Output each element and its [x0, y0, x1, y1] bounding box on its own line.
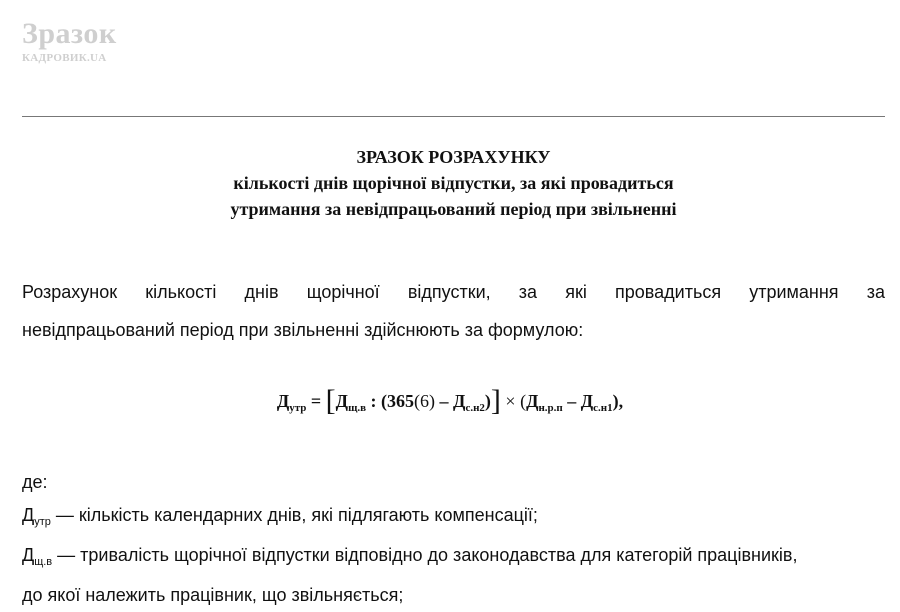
def1-sub: утр [34, 516, 51, 528]
formula-six: (6) [414, 391, 436, 411]
formula-term3: Д [526, 391, 539, 411]
watermark-title: Зразок [22, 17, 117, 50]
formula [0, 384, 900, 418]
formula-bracket-open: [ [325, 384, 336, 417]
intro-line-2: невідпрацьований період при звільненні здійснюють за формулою: [22, 320, 584, 340]
formula-close-paren: ) [484, 391, 491, 411]
formula-term2-sub: с.н2 [465, 402, 485, 414]
def2-sub: щ.в [34, 556, 53, 568]
title-line-3: утримання за невідпрацьований період при звільненні [230, 199, 677, 219]
formula-lhs-sub: утр [289, 402, 307, 414]
watermark-logo [22, 18, 117, 64]
definition-2 [22, 539, 892, 579]
where-label: де: [22, 472, 48, 492]
watermark-subtitle: КАДРОВИК.UA [22, 52, 107, 64]
formula-term4-sub: с.н1 [593, 402, 613, 414]
formula-term1-sub: щ.в [348, 402, 367, 414]
formula-minus2: – Д [562, 391, 594, 411]
def2-symbol: Д [22, 545, 35, 565]
def1-symbol: Д [22, 505, 35, 525]
def2-text: — тривалість щорічної відпустки відповідно до законодавства для категорій працівників, [52, 545, 798, 565]
formula-minus1: – Д [435, 391, 466, 411]
formula-bracket-close: ] [490, 384, 501, 417]
formula-end: ), [612, 391, 624, 411]
intro-line-1: Розрахунок кількості днів щорічної відпустки, за які провадиться утримання за [22, 282, 885, 302]
formula-term1: Д [335, 391, 349, 411]
def1-text: — кількість календарних днів, які підлягають компенсації; [50, 505, 538, 525]
document-title [22, 144, 885, 222]
formula-lhs: Д [276, 391, 290, 411]
definition-1 [22, 499, 892, 539]
formula-colon: : (365 [366, 391, 415, 411]
title-line-1: ЗРАЗОК РОЗРАХУНКУ [356, 147, 551, 167]
intro-paragraph [22, 273, 885, 349]
definition-2-continued: до якої належить працівник, що звільняється; [22, 585, 404, 605]
formula-equals: = [306, 391, 326, 411]
header-divider [22, 116, 885, 117]
formula-times: × ( [500, 391, 527, 411]
formula-term3-sub: н.р.п [538, 402, 563, 414]
definitions [22, 466, 892, 612]
title-line-2: кількості днів щорічної відпустки, за які провадиться [233, 173, 674, 193]
